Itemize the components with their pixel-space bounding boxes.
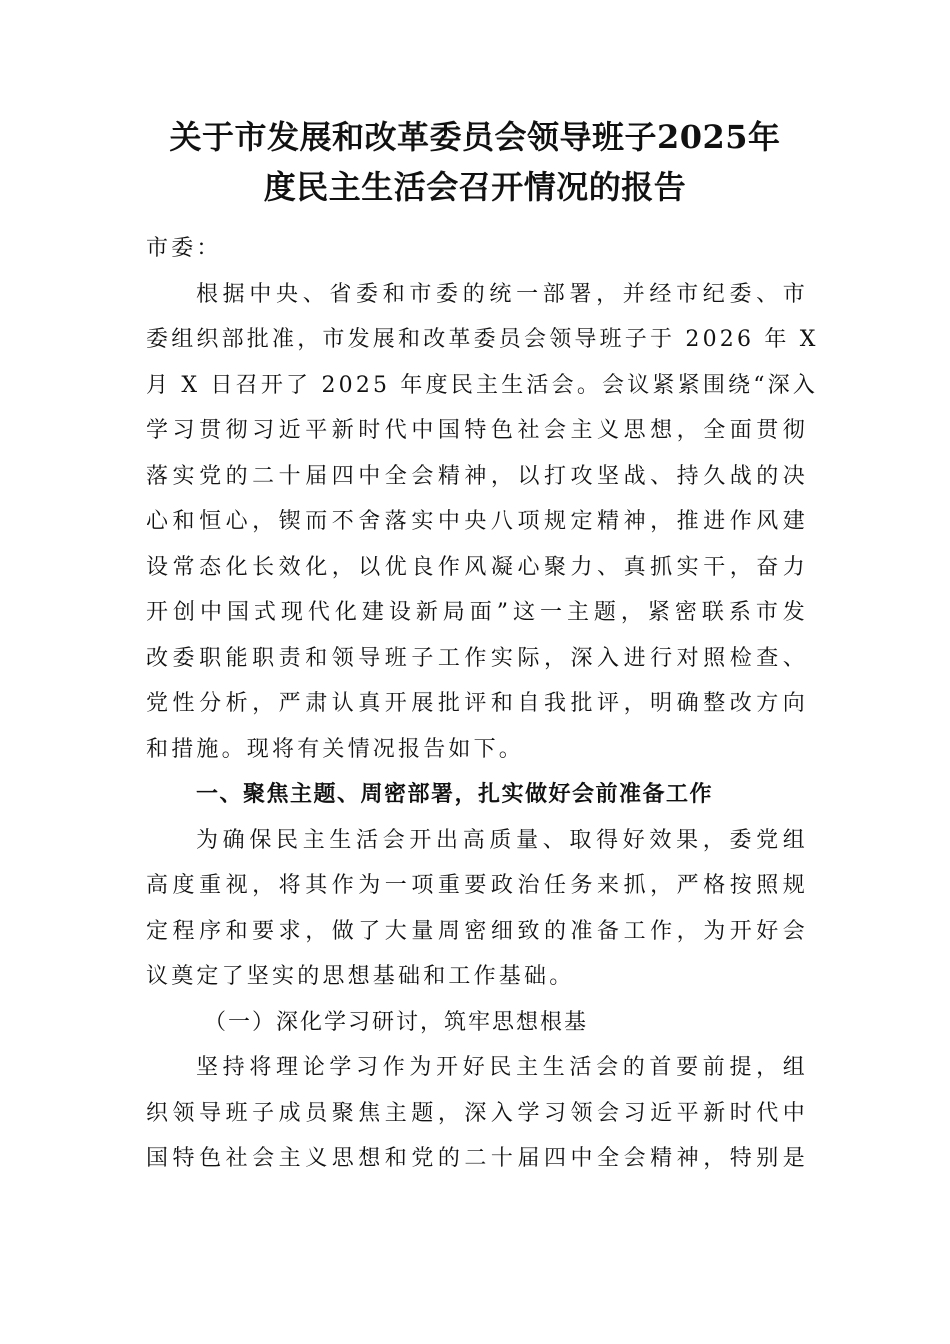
paragraph-line: 开创中国式现代化建设新局面”这一主题，紧密联系市发 [146,600,808,625]
paragraph-line: 根据中央、省委和市委的统一部署，并经市纪委、市 [196,281,808,307]
paragraph-line: 月 X 日召开了 2025 年度民主生活会。会议紧紧围绕“深入 [146,372,819,398]
paragraph-line: 为确保民主生活会开出高质量、取得好效果，委党组 [196,827,808,853]
paragraph-line: 织领导班子成员聚焦主题，深入学习领会习近平新时代中 [146,1100,808,1126]
paragraph-line: 委组织部批准，市发展和改革委员会领导班子于 2026 年 X [146,327,819,352]
document-body [146,226,819,1182]
paragraph-line: 定程序和要求，做了大量周密细致的准备工作，为开好会 [146,918,808,944]
title-line-2: 度民主生活会召开情况的报告 [263,168,687,206]
paragraph-line: 党性分析，严肃认真开展批评和自我批评，明确整改方向 [146,691,808,716]
paragraph-line: 高度重视，将其作为一项重要政治任务来抓，严格按照规 [146,873,808,898]
paragraph-line: 学习贯彻习近平新时代中国特色社会主义思想，全面贯彻 [146,418,808,443]
paragraph-line: 坚持将理论学习作为开好民主生活会的首要前提，组 [196,1055,808,1080]
paragraph-line: 落实党的二十届四中全会精神，以打攻坚战、持久战的决 [146,463,808,489]
salutation: 市委： [146,236,222,261]
document-title [120,112,830,212]
paragraph-line: 改委职能职责和领导班子工作实际，深入进行对照检查、 [146,645,808,671]
paragraph-line: 和措施。现将有关情况报告如下。 [146,736,525,762]
subsection-heading-1: （一）深化学习研讨，筑牢思想根基 [204,1009,589,1035]
paragraph-line: 议奠定了坚实的思想基础和工作基础。 [146,964,575,989]
paragraph-line: 国特色社会主义思想和党的二十届四中全会精神，特别是 [146,1146,808,1171]
paragraph-line: 设常态化长效化，以优良作风凝心聚力、真抓实干，奋力 [146,554,808,580]
section-heading-1: 一、聚焦主题、周密部署，扎实做好会前准备工作 [196,782,714,807]
paragraph-line: 心和恒心，锲而不舍落实中央八项规定精神，推进作风建 [146,509,808,534]
title-line-1: 关于市发展和改革委员会领导班子2025年 [169,118,781,156]
